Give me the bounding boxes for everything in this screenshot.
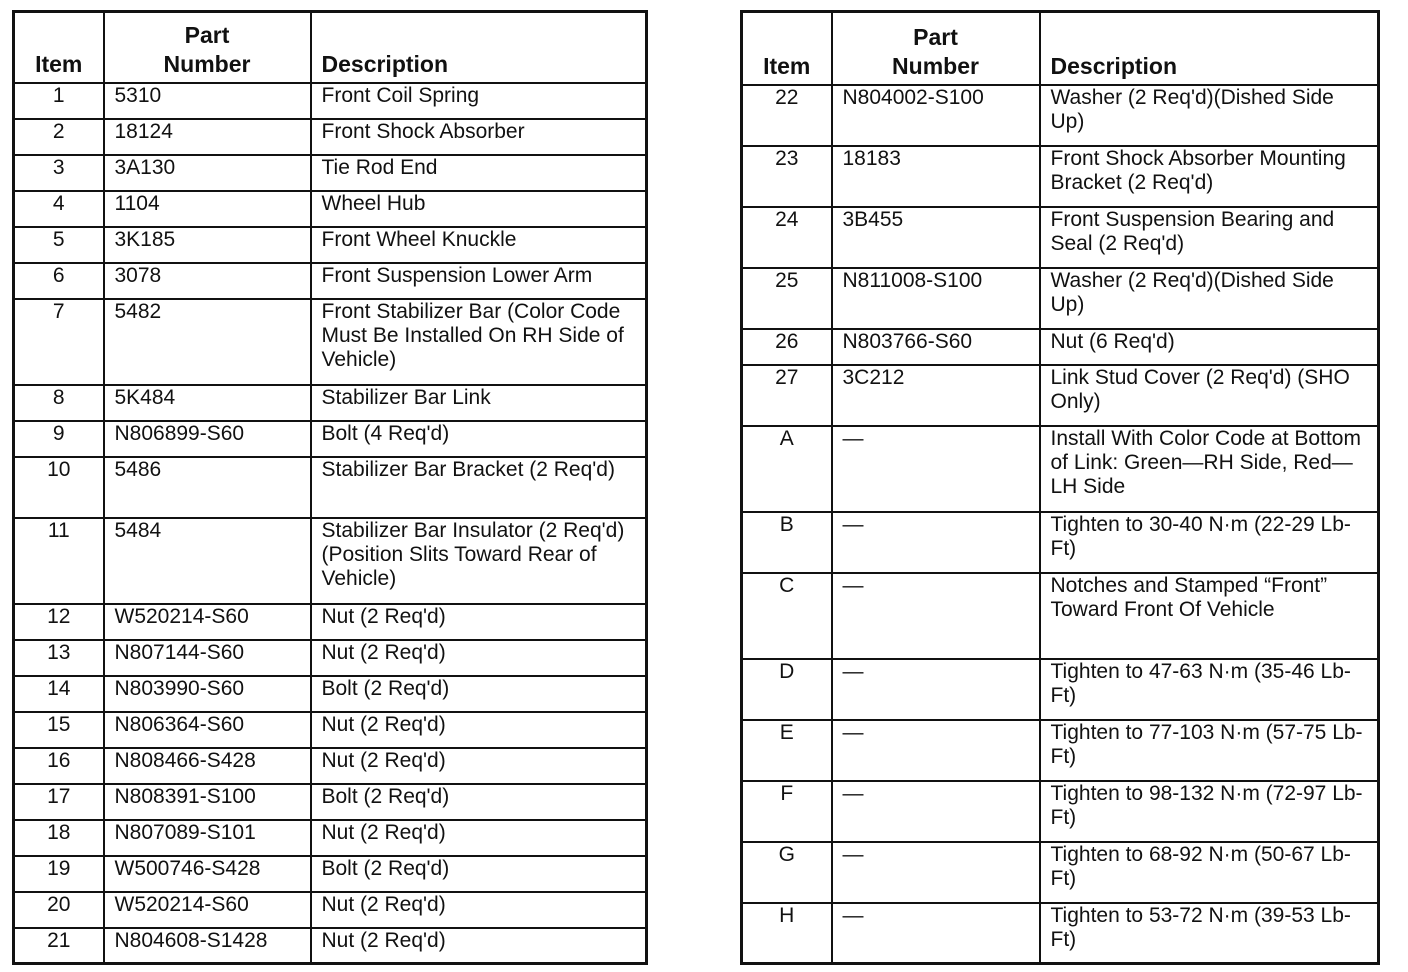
item-cell: G: [742, 842, 832, 903]
item-cell: C: [742, 573, 832, 659]
item-cell: 12: [14, 604, 104, 640]
part-number-cell: —: [832, 426, 1040, 512]
description-cell: Wheel Hub: [311, 191, 647, 227]
part-number-cell: W500746-S428: [104, 856, 311, 892]
table-row: [14, 892, 647, 928]
description-cell: Washer (2 Req'd)(Dished Side Up): [1040, 85, 1379, 146]
table-row: [14, 676, 647, 712]
table-row: [14, 421, 647, 457]
item-cell: 2: [14, 119, 104, 155]
item-cell: 21: [14, 928, 104, 964]
part-number-cell: N806899-S60: [104, 421, 311, 457]
item-cell: 6: [14, 263, 104, 299]
part-number-cell: 1104: [104, 191, 311, 227]
table-row: [14, 299, 647, 385]
item-header: Item: [14, 12, 104, 83]
table-row: [14, 820, 647, 856]
description-cell: Nut (2 Req'd): [311, 928, 647, 964]
description-cell: Washer (2 Req'd)(Dished Side Up): [1040, 268, 1379, 329]
table-row: [14, 119, 647, 155]
item-cell: 22: [742, 85, 832, 146]
part-number-cell: —: [832, 512, 1040, 573]
part-number-cell: N803990-S60: [104, 676, 311, 712]
table-row: [14, 784, 647, 820]
part-number-cell: 3078: [104, 263, 311, 299]
table-row: [742, 329, 1379, 365]
table-row: [742, 365, 1379, 426]
table-row: [742, 85, 1379, 146]
table-row: [14, 640, 647, 676]
item-cell: 1: [14, 83, 104, 119]
item-cell: 19: [14, 856, 104, 892]
description-cell: Nut (2 Req'd): [311, 748, 647, 784]
part-number-cell: W520214-S60: [104, 604, 311, 640]
parts-table-right: [740, 10, 1380, 965]
item-cell: 27: [742, 365, 832, 426]
description-cell: Tighten to 68-92 N·m (50-67 Lb-Ft): [1040, 842, 1379, 903]
table-row: [742, 426, 1379, 512]
description-header: Description: [1040, 12, 1379, 85]
table-row: [742, 573, 1379, 659]
table-row: [14, 712, 647, 748]
item-cell: 11: [14, 518, 104, 604]
part-number-cell: —: [832, 720, 1040, 781]
item-cell: D: [742, 659, 832, 720]
description-cell: Nut (2 Req'd): [311, 712, 647, 748]
description-cell: Nut (2 Req'd): [311, 892, 647, 928]
table-row: [14, 856, 647, 892]
part-number-cell: —: [832, 842, 1040, 903]
part-number-cell: 3A130: [104, 155, 311, 191]
table-row: [742, 512, 1379, 573]
description-cell: Tighten to 77-103 N·m (57-75 Lb-Ft): [1040, 720, 1379, 781]
item-cell: 8: [14, 385, 104, 421]
part-number-cell: —: [832, 659, 1040, 720]
part-number-header: [104, 12, 311, 83]
parts-table-left: [12, 10, 648, 965]
description-cell: Tighten to 30-40 N·m (22-29 Lb-Ft): [1040, 512, 1379, 573]
part-number-cell: —: [832, 573, 1040, 659]
table-row: [742, 781, 1379, 842]
table-row: [742, 146, 1379, 207]
item-cell: 18: [14, 820, 104, 856]
item-cell: 7: [14, 299, 104, 385]
description-cell: Front Coil Spring: [311, 83, 647, 119]
item-cell: 20: [14, 892, 104, 928]
description-cell: Tighten to 53-72 N·m (39-53 Lb-Ft): [1040, 903, 1379, 964]
part-number-cell: N806364-S60: [104, 712, 311, 748]
item-cell: E: [742, 720, 832, 781]
item-cell: 24: [742, 207, 832, 268]
description-cell: Stabilizer Bar Insulator (2 Req'd) (Position Slits Toward Rear of Vehicle): [311, 518, 647, 604]
part-number-cell: 5484: [104, 518, 311, 604]
description-cell: Bolt (2 Req'd): [311, 676, 647, 712]
table-row: [742, 268, 1379, 329]
table-row: [742, 659, 1379, 720]
description-cell: Link Stud Cover (2 Req'd) (SHO Only): [1040, 365, 1379, 426]
part-number-cell: 3C212: [832, 365, 1040, 426]
item-cell: H: [742, 903, 832, 964]
part-number-cell: 5K484: [104, 385, 311, 421]
table-row: [14, 457, 647, 518]
item-cell: F: [742, 781, 832, 842]
part-number-header-line2: Number: [892, 52, 979, 79]
table-row: [742, 720, 1379, 781]
table-row: [14, 385, 647, 421]
description-cell: Front Suspension Lower Arm: [311, 263, 647, 299]
part-number-header-line1: Part: [913, 23, 958, 50]
part-number-cell: N807144-S60: [104, 640, 311, 676]
table-row: [742, 207, 1379, 268]
table-header-row: [742, 12, 1379, 85]
part-number-cell: N808466-S428: [104, 748, 311, 784]
part-number-cell: 3K185: [104, 227, 311, 263]
table-row: [742, 903, 1379, 964]
description-cell: Install With Color Code at Bottom of Link: Green—RH Side, Red—LH Side: [1040, 426, 1379, 512]
description-cell: Tighten to 98-132 N·m (72-97 Lb-Ft): [1040, 781, 1379, 842]
part-number-cell: —: [832, 781, 1040, 842]
table-row: [14, 604, 647, 640]
description-cell: Bolt (2 Req'd): [311, 856, 647, 892]
part-number-cell: N811008-S100: [832, 268, 1040, 329]
item-cell: 16: [14, 748, 104, 784]
item-cell: 13: [14, 640, 104, 676]
description-cell: Nut (6 Req'd): [1040, 329, 1379, 365]
item-cell: 3: [14, 155, 104, 191]
part-number-cell: N808391-S100: [104, 784, 311, 820]
table-row: [14, 155, 647, 191]
description-cell: Bolt (4 Req'd): [311, 421, 647, 457]
description-header: Description: [311, 12, 647, 83]
description-cell: Front Stabilizer Bar (Color Code Must Be Installed On RH Side of Vehicle): [311, 299, 647, 385]
table-row: [14, 518, 647, 604]
item-cell: 9: [14, 421, 104, 457]
item-cell: 4: [14, 191, 104, 227]
description-cell: Tie Rod End: [311, 155, 647, 191]
item-cell: 26: [742, 329, 832, 365]
description-cell: Nut (2 Req'd): [311, 604, 647, 640]
item-cell: 17: [14, 784, 104, 820]
description-cell: Stabilizer Bar Link: [311, 385, 647, 421]
item-cell: 14: [14, 676, 104, 712]
part-number-cell: N803766-S60: [832, 329, 1040, 365]
item-cell: 15: [14, 712, 104, 748]
description-cell: Nut (2 Req'd): [311, 820, 647, 856]
item-cell: 25: [742, 268, 832, 329]
description-cell: Tighten to 47-63 N·m (35-46 Lb-Ft): [1040, 659, 1379, 720]
item-cell: B: [742, 512, 832, 573]
part-number-header-line1: Part: [184, 21, 230, 48]
part-number-cell: 5486: [104, 457, 311, 518]
part-number-cell: N807089-S101: [104, 820, 311, 856]
description-cell: Nut (2 Req'd): [311, 640, 647, 676]
table-row: [14, 227, 647, 263]
part-number-cell: 18183: [832, 146, 1040, 207]
part-number-cell: 5482: [104, 299, 311, 385]
part-number-cell: 5310: [104, 83, 311, 119]
item-header: Item: [742, 12, 832, 85]
part-number-header-line2: Number: [163, 50, 251, 77]
item-cell: A: [742, 426, 832, 512]
item-cell: 10: [14, 457, 104, 518]
part-number-cell: 3B455: [832, 207, 1040, 268]
description-cell: Bolt (2 Req'd): [311, 784, 647, 820]
description-cell: Notches and Stamped “Front” Toward Front Of Vehicle: [1040, 573, 1379, 659]
item-cell: 23: [742, 146, 832, 207]
part-number-cell: N804608-S1428: [104, 928, 311, 964]
description-cell: Front Wheel Knuckle: [311, 227, 647, 263]
item-cell: 5: [14, 227, 104, 263]
part-number-header: [832, 12, 1040, 85]
description-cell: Front Shock Absorber: [311, 119, 647, 155]
table-header-row: [14, 12, 647, 83]
table-row: [742, 842, 1379, 903]
table-row: [14, 263, 647, 299]
part-number-cell: W520214-S60: [104, 892, 311, 928]
table-row: [14, 83, 647, 119]
table-row: [14, 191, 647, 227]
part-number-cell: —: [832, 903, 1040, 964]
part-number-cell: N804002-S100: [832, 85, 1040, 146]
table-row: [14, 928, 647, 964]
part-number-cell: 18124: [104, 119, 311, 155]
description-cell: Stabilizer Bar Bracket (2 Req'd): [311, 457, 647, 518]
description-cell: Front Suspension Bearing and Seal (2 Req'd): [1040, 207, 1379, 268]
description-cell: Front Shock Absorber Mounting Bracket (2 Req'd): [1040, 146, 1379, 207]
table-row: [14, 748, 647, 784]
